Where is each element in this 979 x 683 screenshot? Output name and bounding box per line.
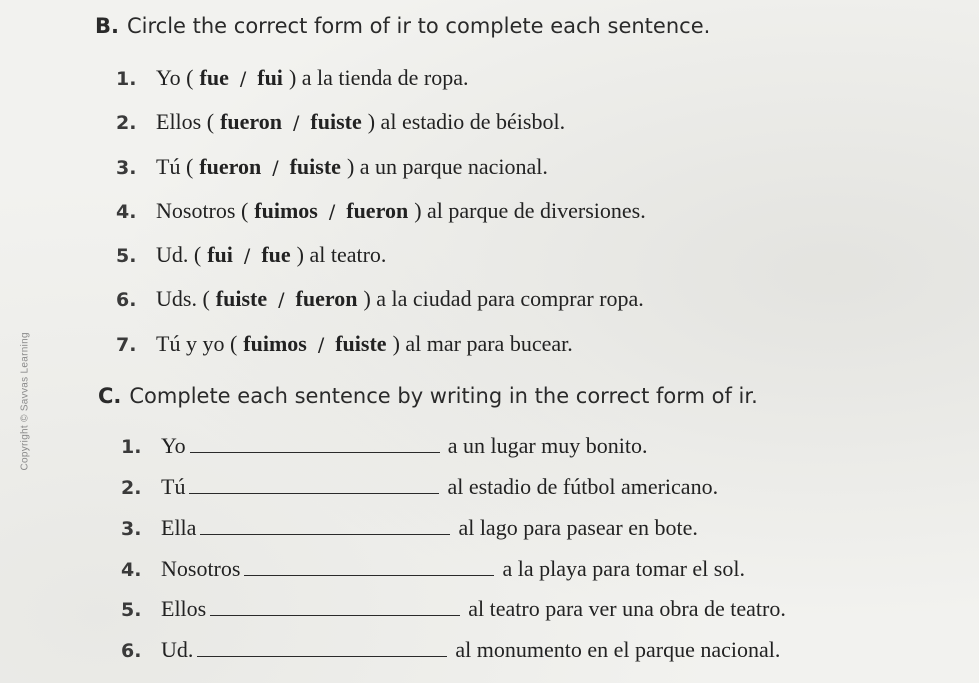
c-item-6 [121, 636, 780, 665]
choice-separator: / [328, 201, 336, 223]
choice-separator: / [278, 289, 285, 311]
item-rest: al lago para pasear en bote. [458, 515, 698, 540]
item-subject: Nosotros [161, 556, 241, 581]
choice-option-1[interactable]: fueron [199, 154, 262, 179]
choice-separator: / [317, 334, 325, 356]
item-number: 3. [121, 518, 142, 540]
c-item-2 [121, 473, 718, 502]
choice-separator: / [239, 68, 247, 90]
answer-blank[interactable] [189, 473, 439, 494]
item-rest: a la playa para tomar el sol. [502, 556, 745, 581]
b-item-2 [116, 108, 565, 137]
b-item-6 [116, 285, 644, 314]
choice-separator: / [272, 157, 279, 179]
b-item-5 [116, 241, 386, 270]
answer-blank[interactable] [200, 514, 450, 535]
item-subject: Tú [161, 474, 186, 499]
choice-option-1[interactable]: fuimos [254, 198, 318, 223]
section-c-instruction: Complete each sentence by writing in the correct form of ir. [129, 384, 758, 408]
item-rest: al teatro para ver una obra de teatro. [468, 596, 786, 621]
b-item-1 [116, 64, 469, 93]
item-rest: ) al parque de diversiones. [414, 198, 646, 223]
item-rest: ) a un parque nacional. [346, 154, 548, 179]
item-rest: al monumento en el parque nacional. [455, 637, 781, 662]
item-subject: Yo [161, 433, 186, 458]
section-c-letter: C. [98, 384, 122, 408]
choice-option-2[interactable]: fuiste [310, 109, 362, 134]
b-item-3 [116, 153, 548, 182]
item-subject: Yo ( [156, 65, 194, 90]
item-number: 6. [121, 640, 142, 662]
choice-option-1[interactable]: fuimos [243, 331, 307, 356]
item-subject: Uds. ( [156, 286, 210, 311]
item-subject: Ud. [161, 637, 194, 662]
item-subject: Tú y yo ( [156, 331, 238, 356]
item-number: 5. [121, 599, 142, 621]
choice-separator: / [243, 245, 251, 267]
item-rest: ) al estadio de béisbol. [367, 109, 566, 134]
item-number: 2. [121, 477, 142, 499]
section-c-heading [98, 384, 758, 408]
choice-separator: / [293, 112, 300, 134]
item-number: 4. [121, 559, 142, 581]
c-item-4 [121, 555, 745, 584]
c-item-3 [121, 514, 698, 543]
choice-option-1[interactable]: fueron [220, 109, 282, 134]
item-rest: ) a la tienda de ropa. [288, 65, 469, 90]
item-rest: a un lugar muy bonito. [447, 433, 648, 458]
choice-option-1[interactable]: fuiste [215, 286, 268, 311]
item-number: 1. [116, 68, 137, 90]
answer-blank[interactable] [210, 595, 460, 616]
item-number: 3. [116, 157, 137, 179]
c-item-1 [121, 432, 648, 461]
item-number: 5. [116, 245, 137, 267]
item-number: 4. [116, 201, 137, 223]
c-item-5 [121, 595, 786, 624]
item-rest: ) al teatro. [296, 242, 387, 267]
choice-option-2[interactable]: fui [257, 65, 283, 90]
choice-option-2[interactable]: fueron [346, 198, 409, 223]
item-rest: al estadio de fútbol americano. [447, 474, 719, 499]
item-rest: ) al mar para bucear. [392, 331, 573, 356]
section-b-heading [95, 14, 710, 38]
copyright-notice: Copyright © Savvas Learning [19, 332, 31, 471]
choice-option-2[interactable]: fuiste [335, 331, 387, 356]
choice-option-1[interactable]: fue [199, 65, 229, 90]
item-number: 7. [116, 334, 137, 356]
item-number: 6. [116, 289, 137, 311]
answer-blank[interactable] [244, 555, 494, 576]
choice-option-2[interactable]: fue [261, 242, 291, 267]
item-subject: Ella [161, 515, 197, 540]
item-subject: Tú ( [156, 154, 194, 179]
section-b-instruction: Circle the correct form of ir to complete each sentence. [126, 14, 711, 38]
item-subject: Ellos [161, 596, 207, 621]
item-rest: ) a la ciudad para comprar ropa. [363, 286, 644, 311]
choice-option-2[interactable]: fueron [295, 286, 358, 311]
item-subject: Ellos ( [156, 109, 215, 134]
item-number: 1. [121, 436, 142, 458]
b-item-7 [116, 330, 573, 359]
item-number: 2. [116, 112, 137, 134]
choice-option-2[interactable]: fuiste [289, 154, 341, 179]
answer-blank[interactable] [197, 636, 447, 657]
item-subject: Nosotros ( [156, 198, 249, 223]
answer-blank[interactable] [190, 432, 440, 453]
b-item-4 [116, 197, 646, 226]
choice-option-1[interactable]: fui [207, 242, 233, 267]
section-b-letter: B. [95, 14, 119, 38]
item-subject: Ud. ( [156, 242, 202, 267]
